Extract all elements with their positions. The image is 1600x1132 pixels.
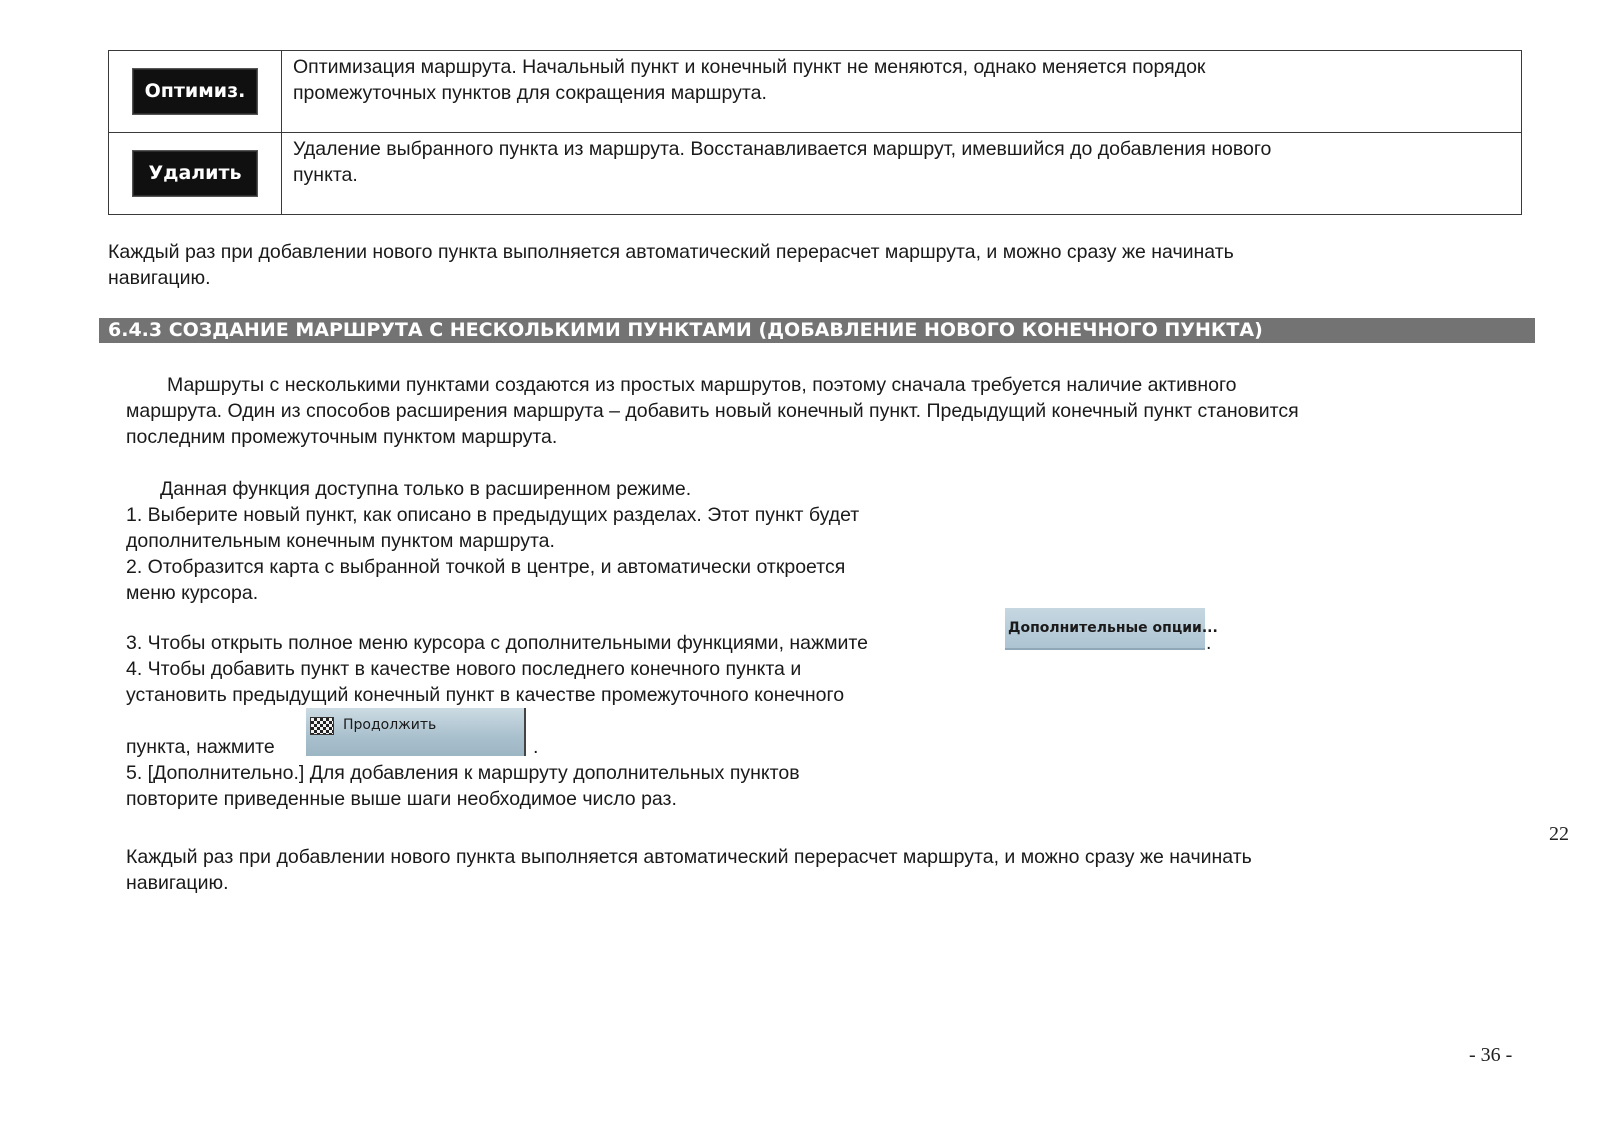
step-line: 4. Чтобы добавить пункт в качестве нового последнего конечного пункта и [126,658,802,680]
step-punctuation: . [1206,632,1212,654]
optimize-button: Оптимиз. [132,68,258,115]
description-line: промежуточных пунктов для сокращения маршрута. [293,82,767,104]
description-line: Удаление выбранного пункта из маршрута. Восстанавливается маршрут, имевшийся до добавления нового [293,138,1272,160]
continue-button-label: Продолжить [343,717,437,733]
paragraph-line: Каждый раз при добавлении нового пункта выполняется автоматический перерасчет маршрута, и можно сразу же начинать [108,241,1234,263]
step-line: 3. Чтобы открыть полное меню курсора с дополнительными функциями, нажмите [126,632,868,654]
table-row [109,51,1522,133]
page-number: - 36 - [1469,1044,1513,1066]
paragraph-line: последним промежуточным пунктом маршрута. [126,426,558,448]
description-line: пункта. [293,164,358,186]
more-options-button: Дополнительные опции... [1005,608,1205,650]
step-line: дополнительным конечным пунктом маршрута. [126,530,555,552]
step-line: установить предыдущий конечный пункт в качестве промежуточного конечного [126,684,845,706]
paragraph-line: навигацию. [108,267,211,289]
step-line: пункта, нажмите [126,736,275,758]
delete-button: Удалить [132,150,258,197]
paragraph-line: Каждый раз при добавлении нового пункта выполняется автоматический перерасчет маршрута, и можно сразу же начинать [126,846,1252,868]
step-line: 5. [Дополнительно.] Для добавления к маршруту дополнительных пунктов [126,762,800,784]
description-cell [282,133,1522,215]
description-line: Оптимизация маршрута. Начальный пункт и конечный пункт не меняются, однако меняется порядок [293,56,1206,78]
step-line: 2. Отобразится карта с выбранной точкой в центре, и автоматически откроется [126,556,846,578]
step-punctuation: . [533,736,539,758]
checkered-flag-icon [310,717,334,735]
step-line: повторите приведенные выше шаги необходимое число раз. [126,788,677,810]
description-cell [282,51,1522,133]
paragraph-line: Маршруты с несколькими пунктами создаются из простых маршрутов, поэтому сначала требуется наличие активного [167,374,1237,396]
section-heading: 6.4.3 СОЗДАНИЕ МАРШРУТА С НЕСКОЛЬКИМИ ПУНКТАМИ (ДОБАВЛЕНИЕ НОВОГО КОНЕЧНОГО ПУНКТА) [99,318,1535,343]
function-table [108,50,1522,215]
step-line: 1. Выберите новый пункт, как описано в предыдущих разделах. Этот пункт будет [126,504,860,526]
paragraph-line: маршрута. Один из способов расширения маршрута – добавить новый конечный пункт. Предыдущий конечный пункт становится [126,400,1299,422]
button-cell [109,133,282,215]
side-number: 22 [1549,823,1569,845]
step-line: меню курсора. [126,582,259,604]
table-row [109,133,1522,215]
note-text: Данная функция доступна только в расширенном режиме. [160,478,692,500]
continue-button [306,708,526,756]
paragraph-line: навигацию. [126,872,229,894]
button-cell [109,51,282,133]
